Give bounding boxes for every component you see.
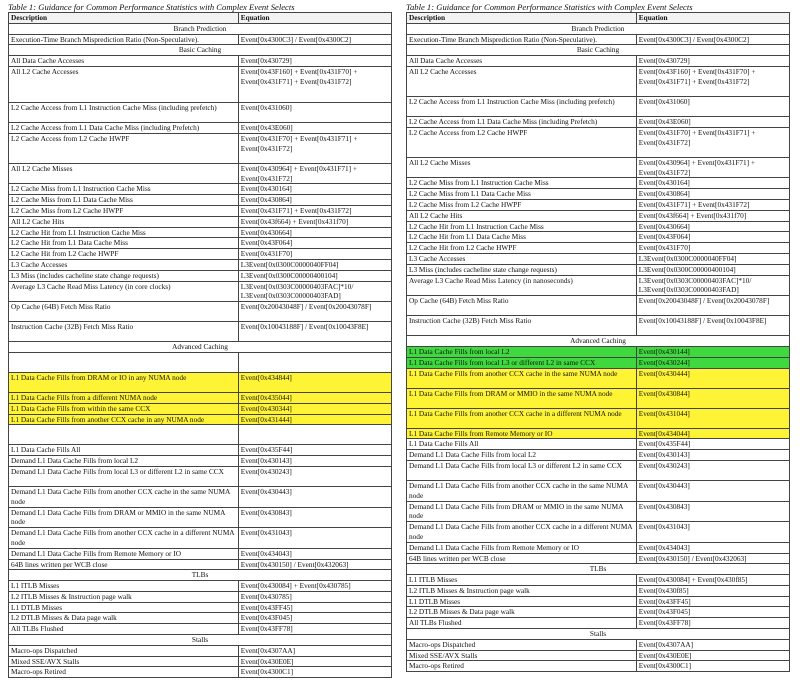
equation-cell: Event[0x434844]	[238, 372, 391, 392]
description-cell: L1 DTLB Misses	[407, 596, 637, 607]
description-cell: Macro-ops Retired	[407, 661, 637, 672]
table-row	[9, 403, 392, 414]
table-row	[9, 613, 392, 624]
description-cell: Average L3 Cache Read Miss Latency (in nanoseconds)	[407, 275, 637, 296]
description-cell: L1 Data Cache Fills from another CCX cache in the same NUMA node	[407, 368, 637, 388]
description-cell: L1 Data Cache Fills from DRAM or MMIO in the same NUMA node	[407, 388, 637, 408]
equation-header: Equation	[238, 13, 391, 24]
description-cell: All TLBs Flushed	[407, 618, 637, 629]
description-cell: Op Cache (64B) Fetch Miss Ratio	[9, 302, 239, 322]
equation-cell: Event[0x431F71] + Event[0x431F72]	[238, 205, 391, 216]
equation-cell: Event[0x430143]	[238, 456, 391, 467]
equation-cell: Event[0x430844]	[636, 388, 789, 408]
table-row	[407, 66, 790, 96]
table-row	[407, 296, 790, 316]
table-row	[9, 466, 392, 486]
table-row	[407, 221, 790, 232]
table-row	[9, 102, 392, 122]
equation-cell: Event[0x43F064]	[238, 238, 391, 249]
table-row	[407, 116, 790, 127]
table-row	[407, 575, 790, 586]
table-row	[9, 548, 392, 559]
table-row	[407, 199, 790, 210]
table-row	[9, 56, 392, 67]
equation-cell: Event[0x430443]	[636, 480, 789, 501]
table-row	[407, 607, 790, 618]
table-row	[9, 624, 392, 635]
table-row	[407, 450, 790, 461]
left-table-panel	[8, 2, 392, 678]
equation-cell: Event[0x430729]	[636, 56, 789, 67]
description-cell: Demand L1 Data Cache Fills from local L2	[9, 456, 239, 467]
equation-cell: L3Event[0x0303C00000403FAC]*10/ L3Event[0x0303C00000403FAD]	[238, 281, 391, 302]
table-row	[9, 456, 392, 467]
equation-cell: Event[0x431F70] + Event[0x431F71] + Event[0x431F72]	[238, 133, 391, 163]
equation-cell: Event[0x431060]	[636, 96, 789, 116]
description-cell: L2 Cache Hit from L1 Data Cache Miss	[9, 238, 239, 249]
table-row	[9, 486, 392, 507]
equation-cell: Event[0x431F70] + Event[0x431F71] + Event[0x431F72]	[636, 127, 789, 157]
equation-cell: Event[0x431043]	[238, 528, 391, 549]
description-cell: All L2 Cache Hits	[407, 210, 637, 221]
table-row	[407, 585, 790, 596]
description-cell: Demand L1 Data Cache Fills from DRAM or MMIO in the same NUMA node	[9, 507, 239, 528]
description-cell: Mixed SSE/AVX Stalls	[9, 656, 239, 667]
description-cell: L1 ITLB Misses	[407, 575, 637, 586]
description-cell: L1 Data Cache Fills from local L3 or different L2 in same CCX	[407, 357, 637, 368]
equation-cell: L3Event[0x0300C00000400104]	[636, 264, 789, 275]
description-cell: Demand L1 Data Cache Fills from local L3 or different L2 in same CCX	[9, 466, 239, 486]
equation-cell: Event[0x430664]	[238, 227, 391, 238]
description-cell: Macro-ops Dispatched	[9, 645, 239, 656]
equation-cell: Event[0x43F045]	[636, 607, 789, 618]
table-row	[9, 559, 392, 570]
table-row	[407, 56, 790, 67]
equation-cell: Event[0x430E0E]	[238, 656, 391, 667]
description-cell: Instruction Cache (32B) Fetch Miss Ratio	[9, 322, 239, 342]
equation-cell: Event[0x43E060]	[636, 116, 789, 127]
description-cell: Execution-Time Branch Misprediction Ratio (Non-Speculative).	[9, 34, 239, 45]
equation-cell: Event[0x43E060]	[238, 122, 391, 133]
equation-cell: Event[0x430964] + Event[0x431F71] + Event[0x431F72]	[238, 163, 391, 184]
table-row	[407, 275, 790, 296]
table-row	[407, 661, 790, 672]
description-cell: Demand L1 Data Cache Fills from another CCX cache in a different NUMA node	[407, 522, 637, 543]
equation-cell: Event[0x4300C1]	[238, 667, 391, 678]
header-row	[407, 13, 790, 24]
equation-cell: Event[0x43FF45]	[636, 596, 789, 607]
table-row	[407, 596, 790, 607]
table-row	[407, 618, 790, 629]
equation-cell: Event[0x431444]	[238, 414, 391, 425]
description-cell: L2 Cache Access from L2 Cache HWPF	[9, 133, 239, 163]
equation-cell: Event[0x430785]	[238, 591, 391, 602]
table-row	[9, 322, 392, 342]
description-cell: Macro-ops Dispatched	[407, 639, 637, 650]
right-table	[406, 12, 790, 672]
description-cell: L1 Data Cache Fills All	[9, 445, 239, 456]
description-cell	[9, 425, 239, 445]
equation-cell: Event[0x430164]	[238, 184, 391, 195]
table-row	[9, 238, 392, 249]
table-row	[407, 439, 790, 450]
table-row	[9, 163, 392, 184]
table-row	[9, 656, 392, 667]
description-cell: L3 Miss (includes cacheline state change requests)	[407, 264, 637, 275]
description-cell: Average L3 Cache Read Miss Latency (in core clocks)	[9, 281, 239, 302]
section-row	[9, 45, 392, 56]
table-row	[9, 34, 392, 45]
equation-cell: Event[0x430f85]	[636, 585, 789, 596]
description-cell: L2 Cache Miss from L1 Data Cache Miss	[407, 189, 637, 200]
table-row	[9, 507, 392, 528]
table-row	[407, 639, 790, 650]
description-cell: L3 Miss (includes cacheline state change requests)	[9, 270, 239, 281]
table-row	[407, 408, 790, 428]
table-row	[407, 357, 790, 368]
description-cell: All Data Cache Accesses	[407, 56, 637, 67]
equation-cell: Event[0x430843]	[636, 501, 789, 522]
table-row	[407, 522, 790, 543]
header-row	[9, 13, 392, 24]
equation-cell: Event[0x431F70]	[636, 243, 789, 254]
table-row	[9, 667, 392, 678]
equation-cell: Event[0x434043]	[636, 542, 789, 553]
equation-cell: Event[0x4300C3] / Event[0x4300C2]	[238, 34, 391, 45]
description-cell: L1 ITLB Misses	[9, 581, 239, 592]
table-row	[9, 205, 392, 216]
description-cell: Mixed SSE/AVX Stalls	[407, 650, 637, 661]
description-cell: L2 Cache Access from L2 Cache HWPF	[407, 127, 637, 157]
section-row	[407, 45, 790, 56]
table-row	[407, 428, 790, 439]
description-cell: L3 Cache Accesses	[407, 253, 637, 264]
equation-cell: Event[0x430150] / Event[0x432063]	[238, 559, 391, 570]
section-row	[9, 570, 392, 581]
table-row	[9, 133, 392, 163]
right-table-panel	[406, 2, 790, 672]
description-cell: Demand L1 Data Cache Fills from another CCX cache in the same NUMA node	[407, 480, 637, 501]
equation-cell: Event[0x43FF78]	[238, 624, 391, 635]
equation-cell: Event[0x431F71] + Event[0x431F72]	[636, 199, 789, 210]
table-row	[407, 189, 790, 200]
description-cell: 64B lines written per WCB close	[407, 553, 637, 564]
section-row	[9, 23, 392, 34]
equation-cell: Event[0x435F44]	[238, 445, 391, 456]
section-label: Branch Prediction	[9, 23, 392, 34]
table-row	[407, 460, 790, 480]
section-label: TLBs	[9, 570, 392, 581]
table-row	[407, 553, 790, 564]
equation-cell: Event[0x10043188F] / Event[0x10043F8E]	[238, 322, 391, 342]
equation-cell: Event[0x435044]	[238, 392, 391, 403]
equation-cell: Event[0x43FF78]	[636, 618, 789, 629]
table-row	[407, 127, 790, 157]
equation-cell: L3Event[0x0300C0000040FF04]	[636, 253, 789, 264]
table-caption: Table 1: Guidance for Common Performance Statistics with Complex Event Selects	[406, 2, 693, 12]
description-cell: All L2 Cache Misses	[9, 163, 239, 184]
description-cell: L2 Cache Miss from L2 Cache HWPF	[407, 199, 637, 210]
equation-cell: Event[0x430443]	[238, 486, 391, 507]
table-row	[407, 210, 790, 221]
equation-cell: Event[0x43f664) + Event[0x431f70]	[238, 216, 391, 227]
description-cell: L2 Cache Miss from L1 Data Cache Miss	[9, 195, 239, 206]
table-row	[9, 66, 392, 102]
description-cell: L1 Data Cache Fills from another CCX cache in a different NUMA node	[407, 408, 637, 428]
table-row	[407, 264, 790, 275]
section-label: Stalls	[9, 635, 392, 646]
equation-cell: Event[0x43F045]	[238, 613, 391, 624]
description-cell: L2 Cache Miss from L1 Instruction Cache Miss	[9, 184, 239, 195]
description-cell: L1 Data Cache Fills All	[407, 439, 637, 450]
description-cell: Instruction Cache (32B) Fetch Miss Ratio	[407, 316, 637, 336]
table-row	[9, 372, 392, 392]
equation-cell: Event[0x43f664] + Event[0x431f70]	[636, 210, 789, 221]
section-label: Branch Prediction	[407, 23, 790, 34]
equation-cell: Event[0x20043048F] / Event[0x20043078F]	[636, 296, 789, 316]
section-label: Advanced Caching	[407, 336, 790, 347]
description-cell: L2 ITLB Misses & Instruction page walk	[9, 591, 239, 602]
description-cell: L2 Cache Access from L1 Data Cache Miss (including Prefetch)	[407, 116, 637, 127]
description-cell: All L2 Cache Accesses	[9, 66, 239, 102]
equation-cell: Event[0x430344]	[238, 403, 391, 414]
description-cell: L2 Cache Hit from L2 Cache HWPF	[407, 243, 637, 254]
description-header: Description	[407, 13, 637, 24]
description-cell: L2 ITLB Misses & Instruction page walk	[407, 585, 637, 596]
equation-cell: Event[0x430150] / Event[0x432063]	[636, 553, 789, 564]
table-row	[407, 232, 790, 243]
equation-cell: Event[0x434044]	[636, 428, 789, 439]
description-cell: L2 Cache Hit from L1 Instruction Cache Miss	[9, 227, 239, 238]
equation-header: Equation	[636, 13, 789, 24]
equation-cell: L3Event[0x0300C0000040FF04]	[238, 259, 391, 270]
table-row	[9, 414, 392, 425]
equation-cell	[238, 425, 391, 445]
blank-row	[9, 425, 392, 445]
table-row	[9, 302, 392, 322]
equation-cell: Event[0x431060]	[238, 102, 391, 122]
table-row	[407, 480, 790, 501]
equation-cell: Event[0x43F160] + Event[0x431F70] + Event[0x431F71] + Event[0x431F72]	[238, 66, 391, 102]
section-label: Stalls	[407, 629, 790, 640]
equation-cell: Event[0x430729]	[238, 56, 391, 67]
table-row	[407, 346, 790, 357]
description-cell: Op Cache (64B) Fetch Miss Ratio	[407, 296, 637, 316]
equation-cell: Event[0x430864]	[636, 189, 789, 200]
description-cell: L2 Cache Access from L1 Data Cache Miss (including Prefetch)	[9, 122, 239, 133]
description-cell	[9, 352, 239, 372]
description-cell: All Data Cache Accesses	[9, 56, 239, 67]
equation-cell: Event[0x43F064]	[636, 232, 789, 243]
description-cell: L2 Cache Access from L1 Instruction Cache Miss (including prefetch)	[9, 102, 239, 122]
table-row	[407, 157, 790, 178]
description-cell: Demand L1 Data Cache Fills from local L2	[407, 450, 637, 461]
description-cell: Demand L1 Data Cache Fills from DRAM or MMIO in the same NUMA node	[407, 501, 637, 522]
left-table	[8, 12, 392, 678]
description-cell: L1 Data Cache Fills from a different NUMA node	[9, 392, 239, 403]
equation-cell: Event[0x4307AA]	[238, 645, 391, 656]
equation-cell: Event[0x43F160] + Event[0x431F70] + Event[0x431F71] + Event[0x431F72]	[636, 66, 789, 96]
equation-cell: Event[0x431044]	[636, 408, 789, 428]
description-cell: L3 Cache Accesses	[9, 259, 239, 270]
blank-row	[9, 352, 392, 372]
equation-cell: Event[0x430E0E]	[636, 650, 789, 661]
description-cell: L2 Cache Miss from L2 Cache HWPF	[9, 205, 239, 216]
section-label: TLBs	[407, 564, 790, 575]
table-row	[407, 253, 790, 264]
description-cell: L1 Data Cache Fills from Remote Memory or IO	[407, 428, 637, 439]
table-row	[9, 281, 392, 302]
equation-cell: Event[0x10043188F] / Event[0x10043F8E]	[636, 316, 789, 336]
description-cell: L2 DTLB Misses & Data page walk	[9, 613, 239, 624]
section-label: Basic Caching	[9, 45, 392, 56]
equation-cell: Event[0x430964] + Event[0x431F71] + Event[0x431F72]	[636, 157, 789, 178]
equation-cell: Event[0x4300C3] / Event[0x4300C2]	[636, 34, 789, 45]
equation-cell: L3Event[0x0300C00000400104]	[238, 270, 391, 281]
table-row	[407, 96, 790, 116]
description-cell: L2 Cache Hit from L1 Instruction Cache Miss	[407, 221, 637, 232]
description-cell: L1 DTLB Misses	[9, 602, 239, 613]
table-row	[407, 368, 790, 388]
section-row	[407, 564, 790, 575]
description-cell: All L2 Cache Accesses	[407, 66, 637, 96]
table-row	[9, 645, 392, 656]
table-row	[9, 195, 392, 206]
table-row	[407, 243, 790, 254]
equation-cell: Event[0x430444]	[636, 368, 789, 388]
table-row	[9, 602, 392, 613]
description-cell: Demand L1 Data Cache Fills from another CCX cache in the same NUMA node	[9, 486, 239, 507]
description-header: Description	[9, 13, 239, 24]
equation-cell: Event[0x430244]	[636, 357, 789, 368]
description-cell: Demand L1 Data Cache Fills from local L3 or different L2 in same CCX	[407, 460, 637, 480]
section-row	[9, 342, 392, 353]
description-cell: Demand L1 Data Cache Fills from another CCX cache in a different NUMA node	[9, 528, 239, 549]
equation-cell: Event[0x434043]	[238, 548, 391, 559]
description-cell: L2 DTLB Misses & Data page walk	[407, 607, 637, 618]
equation-cell: Event[0x430144]	[636, 346, 789, 357]
section-row	[407, 23, 790, 34]
equation-cell: Event[0x431043]	[636, 522, 789, 543]
equation-cell: Event[0x435F44]	[636, 439, 789, 450]
table-row	[9, 392, 392, 403]
description-cell: L2 Cache Access from L1 Instruction Cache Miss (including prefetch)	[407, 96, 637, 116]
table-row	[407, 34, 790, 45]
table-row	[407, 178, 790, 189]
table-row	[407, 316, 790, 336]
section-label: Advanced Caching	[9, 342, 392, 353]
equation-cell: Event[0x4307AA]	[636, 639, 789, 650]
equation-cell: Event[0x431F70]	[238, 249, 391, 260]
table-row	[9, 249, 392, 260]
table-row	[9, 122, 392, 133]
table-row	[9, 184, 392, 195]
section-label: Basic Caching	[407, 45, 790, 56]
table-row	[407, 388, 790, 408]
equation-cell: Event[0x430843]	[238, 507, 391, 528]
description-cell: L1 Data Cache Fills from DRAM or IO in any NUMA node	[9, 372, 239, 392]
description-cell: All L2 Cache Misses	[407, 157, 637, 178]
description-cell: Demand L1 Data Cache Fills from Remote Memory or IO	[9, 548, 239, 559]
table-row	[407, 501, 790, 522]
description-cell: L2 Cache Hit from L1 Data Cache Miss	[407, 232, 637, 243]
description-cell: Demand L1 Data Cache Fills from Remote Memory or IO	[407, 542, 637, 553]
description-cell: All TLBs Flushed	[9, 624, 239, 635]
equation-cell: Event[0x430864]	[238, 195, 391, 206]
equation-cell: Event[0x430084] + Event[0x430785]	[238, 581, 391, 592]
equation-cell: Event[0x430243]	[636, 460, 789, 480]
table-row	[9, 445, 392, 456]
equation-cell: Event[0x43FF45]	[238, 602, 391, 613]
section-row	[407, 336, 790, 347]
description-cell: L1 Data Cache Fills from another CCX cache in any NUMA node	[9, 414, 239, 425]
equation-cell	[238, 352, 391, 372]
description-cell: L2 Cache Hit from L2 Cache HWPF	[9, 249, 239, 260]
section-row	[407, 629, 790, 640]
description-cell: Execution-Time Branch Misprediction Ratio (Non-Speculative).	[407, 34, 637, 45]
equation-cell: Event[0x430164]	[636, 178, 789, 189]
equation-cell: Event[0x430084] + Event[0x430f85]	[636, 575, 789, 586]
description-cell: L1 Data Cache Fills from local L2	[407, 346, 637, 357]
table-row	[407, 650, 790, 661]
description-cell: L1 Data Cache Fills from within the same CCX	[9, 403, 239, 414]
description-cell: L2 Cache Miss from L1 Instruction Cache Miss	[407, 178, 637, 189]
table-row	[9, 528, 392, 549]
table-row	[9, 227, 392, 238]
description-cell: All L2 Cache Hits	[9, 216, 239, 227]
equation-cell: Event[0x430143]	[636, 450, 789, 461]
equation-cell: Event[0x20043048F] / Event[0x20043078F]	[238, 302, 391, 322]
description-cell: 64B lines written per WCB close	[9, 559, 239, 570]
table-row	[407, 542, 790, 553]
equation-cell: Event[0x430243]	[238, 466, 391, 486]
table-row	[9, 216, 392, 227]
description-cell: Macro-ops Retired	[9, 667, 239, 678]
section-row	[9, 635, 392, 646]
table-row	[9, 259, 392, 270]
table-row	[9, 270, 392, 281]
table-row	[9, 581, 392, 592]
table-row	[9, 591, 392, 602]
equation-cell: Event[0x4300C1]	[636, 661, 789, 672]
equation-cell: L3Event[0x0303C00000403FAC]*10/ L3Event[0x0303C00000403FAD]	[636, 275, 789, 296]
table-caption: Table 1: Guidance for Common Performance Statistics with Complex Event Selects	[8, 2, 295, 12]
equation-cell: Event[0x430664]	[636, 221, 789, 232]
